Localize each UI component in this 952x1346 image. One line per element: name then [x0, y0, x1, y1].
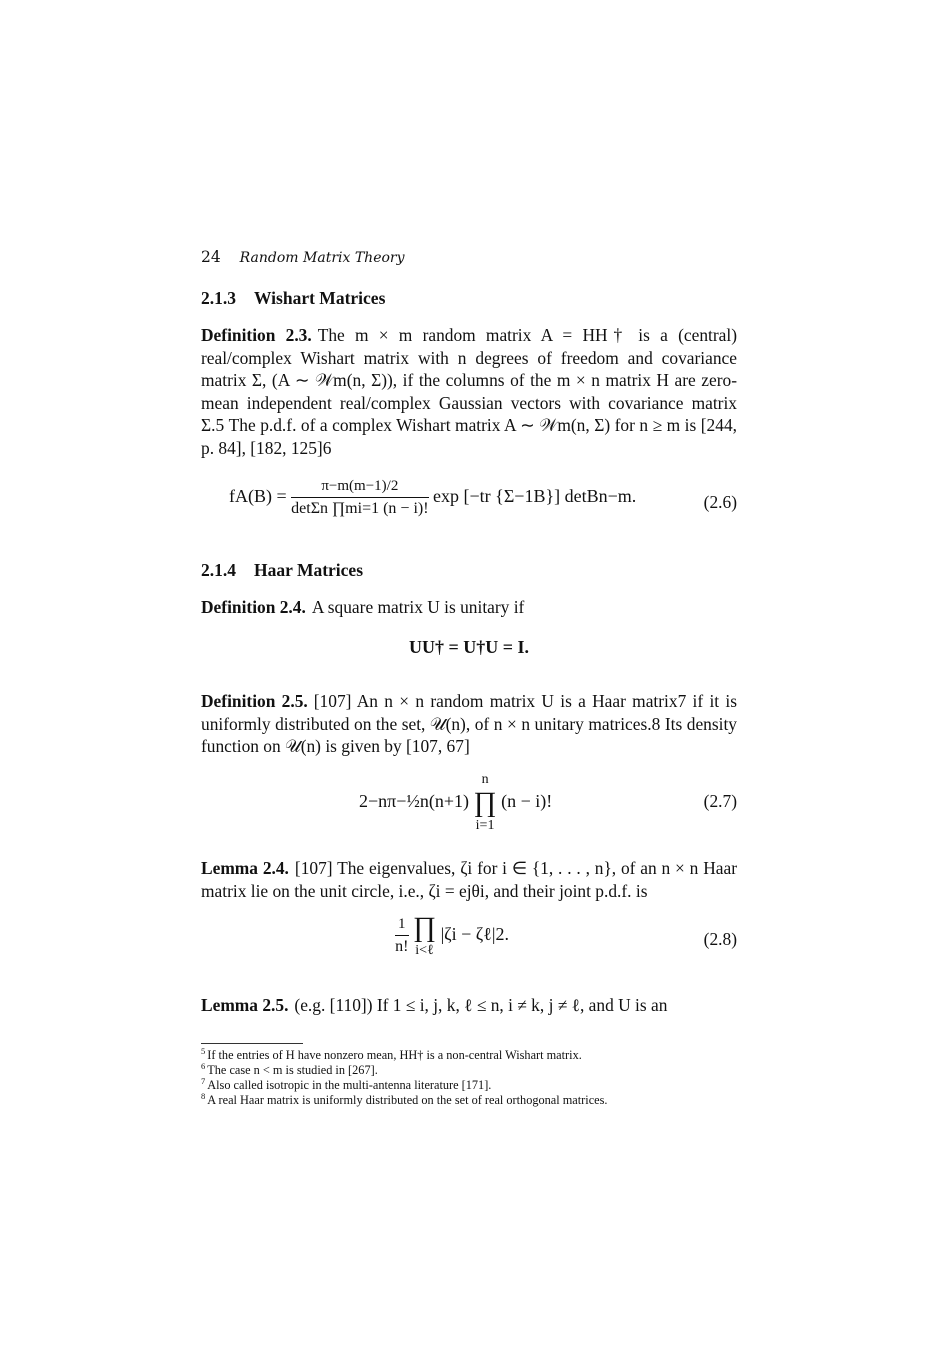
prod-lower-limit: i<ℓ: [415, 943, 434, 958]
definition-text: [107] An n × n random matrix U is a Haar matrix7 if it is uniformly distributed on the set, 𝒰(n), of n × n unitary matrices.8 Its density function on 𝒰(n) is given by [107, 67]: [201, 691, 737, 757]
footnote-text: Also called isotropic in the multi-antenna literature [171].: [207, 1078, 492, 1092]
footnote-8: [201, 1090, 761, 1108]
definition-2-4: [201, 596, 737, 619]
lemma-2-4: [201, 857, 737, 902]
footnote-7: [201, 1075, 761, 1093]
eq-2-7-prefix: 2−nπ−½n(n+1): [359, 791, 470, 812]
section-number: 2.1.3: [201, 288, 236, 308]
page-number: 24: [201, 248, 221, 266]
eq-2-7-suffix: (n − i)!: [501, 791, 553, 812]
definition-2-5: [201, 690, 737, 758]
footnote-mark: 8: [201, 1090, 206, 1101]
definition-label: Definition 2.3.: [201, 325, 312, 345]
equation-unitary: [201, 637, 737, 658]
equation-2-7: [201, 772, 737, 832]
section-heading-2-1-4: [201, 560, 737, 581]
prod-lower-limit: i=1: [475, 818, 495, 833]
prod-upper-limit: n: [481, 772, 489, 787]
section-title: Haar Matrices: [254, 560, 364, 580]
lemma-text: [107] The eigenvalues, ζi for i ∈ {1, . . . , n}, of an n × n Haar matrix lie on the unit circle, i.e., ζi = ejθi, and their joint p.d.f. is: [201, 858, 737, 901]
eq-2-8-numerator: 1: [395, 916, 409, 936]
footnote-text: The case n < m is studied in [267].: [207, 1063, 378, 1077]
eq-2-8-fraction: [395, 916, 409, 956]
eq-2-6-rhs: exp [−tr {Σ−1B}] detBn−m.: [433, 486, 637, 507]
lemma-label: Lemma 2.4.: [201, 858, 289, 878]
running-title: Random Matrix Theory: [239, 250, 405, 266]
footnote-text: If the entries of H have nonzero mean, HH† is a non-central Wishart matrix.: [207, 1048, 582, 1062]
product-operator: [474, 772, 497, 834]
running-header: [201, 248, 737, 266]
eq-2-8-denominator: n!: [395, 938, 409, 955]
definition-text: The m × m random matrix A = HH† is a (central) real/complex Wishart matrix with n degrees of freedom and covariance matrix Σ, (A ∼ 𝒲m(n, Σ)), if the columns of the m × n matrix H are zero-mean independent real/complex Gaussian vectors with covariance matrix Σ.5 The p.d.f. of a complex Wishart matrix A ∼ 𝒲m(n, Σ) for n ≥ m is [244, p. 84], [182, 125]6: [201, 325, 737, 458]
equation-2-6: [201, 478, 737, 528]
footnote-mark: 5: [201, 1045, 206, 1056]
footnote-6: [201, 1060, 761, 1078]
product-symbol: ∏: [473, 787, 497, 818]
eq-2-6-fraction: [291, 478, 428, 518]
definition-2-3: [201, 324, 737, 460]
eq-2-6-denominator: detΣn ∏mi=1 (n − i)!: [291, 500, 429, 517]
lemma-text: (e.g. [110]) If 1 ≤ i, j, k, ℓ ≤ n, i ≠ k, j ≠ ℓ, and U is an: [294, 995, 668, 1015]
product-symbol: ∏: [413, 912, 437, 943]
product-operator: [413, 913, 436, 959]
equation-number: (2.8): [703, 929, 737, 949]
section-heading-2-1-3: [201, 288, 737, 309]
lemma-label: Lemma 2.5.: [201, 995, 289, 1015]
footnote-text: A real Haar matrix is uniformly distributed on the set of real orthogonal matrices.: [207, 1093, 608, 1107]
definition-text: A square matrix U is unitary if: [311, 597, 525, 617]
equation-number: (2.6): [703, 492, 737, 512]
eq-unitary-text: UU† = U†U = I.: [408, 637, 529, 657]
footnote-5: [201, 1045, 761, 1063]
footnote-mark: 6: [201, 1060, 206, 1071]
eq-2-8-suffix: |ζi − ζℓ|2.: [440, 924, 509, 945]
footnote-rule: [201, 1043, 303, 1044]
section-number: 2.1.4: [201, 560, 236, 580]
equation-2-8: [201, 913, 737, 969]
definition-label: Definition 2.4.: [201, 597, 306, 617]
footnote-mark: 7: [201, 1075, 206, 1086]
equation-number: (2.7): [703, 791, 737, 811]
section-title: Wishart Matrices: [254, 288, 386, 308]
eq-2-6-lhs: fA(B) =: [229, 486, 287, 507]
eq-2-6-numerator: π−m(m−1)/2: [291, 478, 428, 498]
lemma-2-5: [201, 994, 737, 1017]
definition-label: Definition 2.5.: [201, 691, 308, 711]
